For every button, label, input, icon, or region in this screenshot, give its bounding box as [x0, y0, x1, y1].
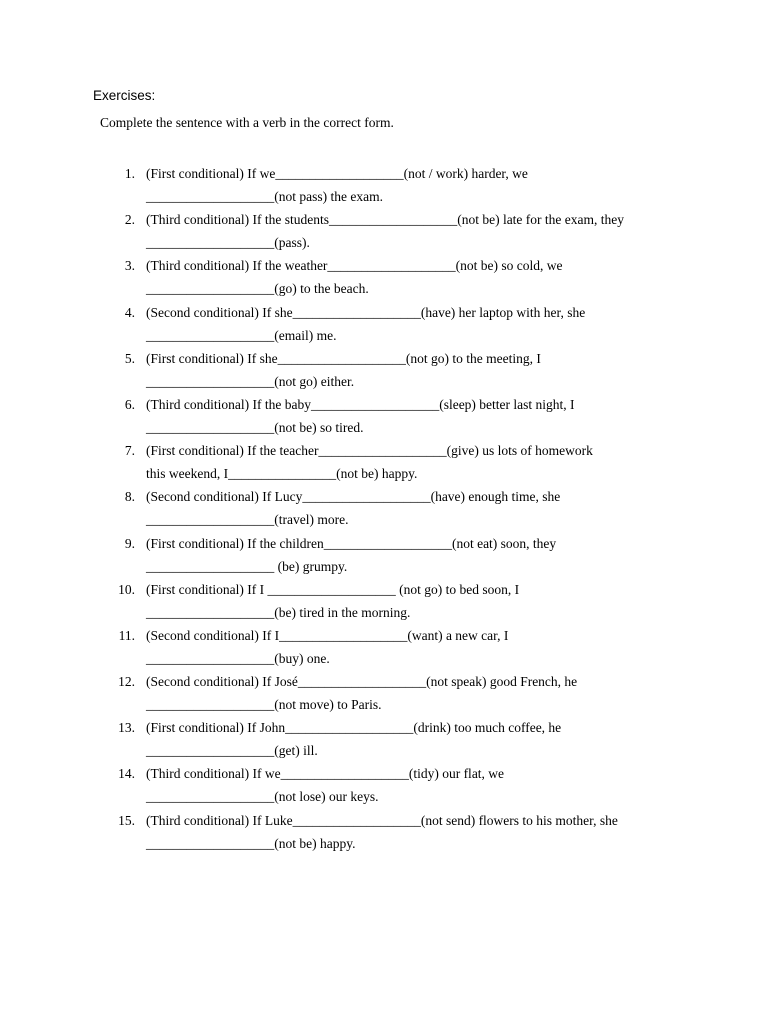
exercise-line-continuation: ___________________(be) tired in the morning.	[146, 604, 411, 620]
exercise-line-continuation: ___________________(email) me.	[146, 327, 337, 343]
exercise-item	[0, 672, 768, 718]
exercise-number: 10.	[118, 581, 135, 597]
exercise-item	[0, 811, 768, 857]
exercise-number: 2.	[124, 212, 135, 228]
exercise-number: 13.	[118, 720, 135, 736]
exercise-line-continuation: ___________________(pass).	[146, 235, 310, 251]
exercise-item	[0, 210, 768, 256]
exercise-line: (Third conditional) If the baby___________________(sleep) better last night, I	[146, 396, 575, 412]
exercise-line-continuation: ___________________(travel) more.	[146, 512, 349, 528]
exercise-line-continuation: this weekend, I________________(not be) happy.	[146, 466, 418, 482]
exercise-item	[0, 441, 768, 487]
exercise-number: 7.	[124, 443, 135, 459]
exercise-item	[0, 580, 768, 626]
exercise-line: (First conditional) If the teacher___________________(give) us lots of homework	[146, 443, 593, 459]
exercise-line-continuation: ___________________ (be) grumpy.	[146, 558, 348, 574]
exercise-line: (Third conditional) If we___________________(tidy) our flat, we	[146, 766, 505, 782]
exercises-heading: Exercises:	[93, 88, 156, 103]
exercise-number: 1.	[124, 166, 135, 181]
exercise-number: 12.	[118, 674, 135, 690]
exercise-line-continuation: ___________________(not lose) our keys.	[146, 789, 379, 805]
exercise-line-continuation: ___________________(go) to the beach.	[146, 281, 369, 297]
exercise-item	[0, 487, 768, 533]
exercise-line: (Third conditional) If the weather___________________(not be) so cold, we	[146, 258, 563, 274]
exercise-number: 11.	[118, 627, 135, 643]
exercise-line-continuation: ___________________(not pass) the exam.	[146, 189, 383, 204]
exercise-item	[0, 534, 768, 580]
exercise-line: (Second conditional) If José___________________(not speak) good French, he	[146, 674, 578, 690]
exercise-line: (First conditional) If we___________________(not / work) harder, we	[146, 166, 528, 181]
exercise-line-continuation: ___________________(not be) so tired.	[146, 419, 364, 435]
exercise-number: 3.	[124, 258, 135, 274]
exercise-line-continuation: ___________________(get) ill.	[146, 743, 318, 759]
exercise-list	[0, 164, 768, 857]
exercise-item	[0, 718, 768, 764]
exercise-line: (First conditional) If the children___________________(not eat) soon, they	[146, 535, 557, 551]
exercise-line: (First conditional) If she___________________(not go) to the meeting, I	[146, 350, 541, 366]
exercise-number: 8.	[124, 489, 135, 505]
instruction-text: Complete the sentence with a verb in the correct form.	[100, 115, 394, 130]
exercise-line: (Third conditional) If Luke___________________(not send) flowers to his mother, she	[146, 812, 618, 828]
exercise-item	[0, 303, 768, 349]
exercise-line: (Second conditional) If I___________________(want) a new car, I	[146, 627, 509, 643]
exercise-item	[0, 764, 768, 810]
exercise-line-continuation: ___________________(not go) either.	[146, 373, 355, 389]
exercise-item	[0, 164, 768, 210]
exercise-line-continuation: ___________________(not move) to Paris.	[146, 697, 382, 713]
exercise-number: 5.	[124, 350, 135, 366]
exercise-number: 9.	[124, 535, 135, 551]
exercise-number: 4.	[124, 304, 135, 320]
exercise-line: (Third conditional) If the students___________________(not be) late for the exam, they	[146, 212, 625, 228]
exercise-number: 15.	[118, 812, 135, 828]
exercise-line: (Second conditional) If Lucy___________________(have) enough time, she	[146, 489, 561, 505]
exercise-number: 6.	[124, 396, 135, 412]
exercise-item	[0, 349, 768, 395]
exercise-number: 14.	[118, 766, 135, 782]
exercise-item	[0, 256, 768, 302]
exercise-line: (First conditional) If John___________________(drink) too much coffee, he	[146, 720, 562, 736]
exercise-item	[0, 395, 768, 441]
exercise-line: (First conditional) If I ___________________ (not go) to bed soon, I	[146, 581, 520, 597]
exercise-line: (Second conditional) If she___________________(have) her laptop with her, she	[146, 304, 586, 320]
exercise-line-continuation: ___________________(not be) happy.	[146, 835, 356, 851]
exercise-item	[0, 626, 768, 672]
exercise-line-continuation: ___________________(buy) one.	[146, 650, 330, 666]
